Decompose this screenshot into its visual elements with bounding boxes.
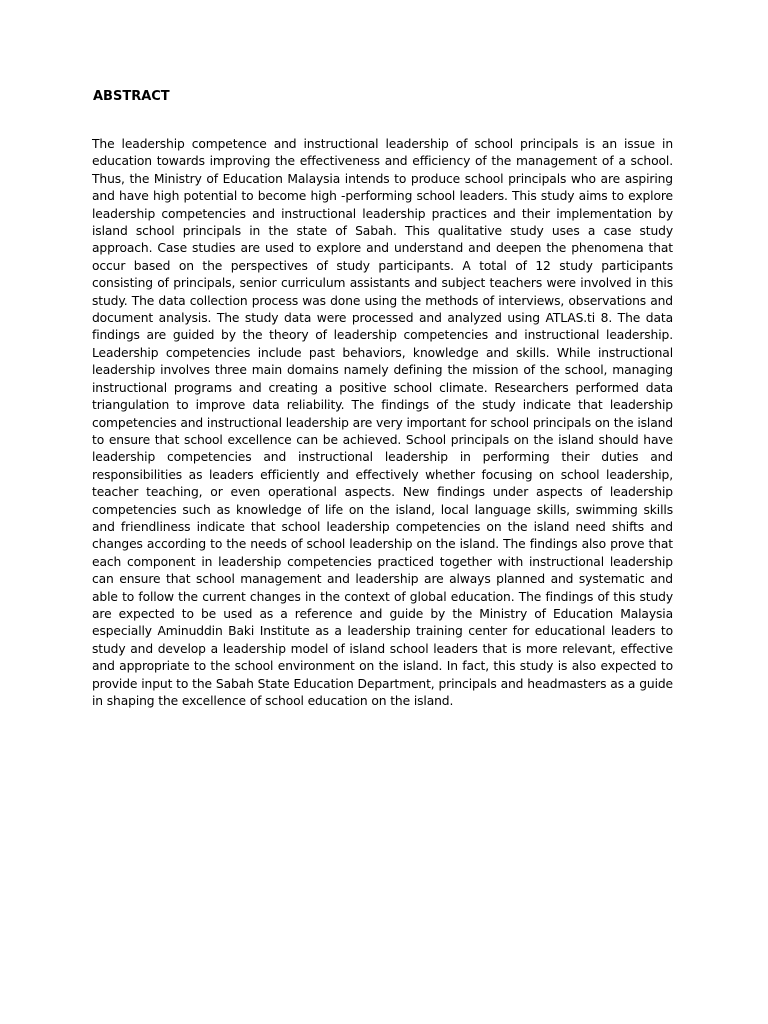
abstract-heading: ABSTRACT — [93, 89, 170, 104]
abstract-paragraph: The leadership competence and instructional leadership of school principals is an issue in education towards improving the effectiveness and efficiency of the management of a school. Thus, the Ministry of Education Malaysia intends to produce school principals who are aspiring and have high potential to become high -performing school leaders. This study aims to explore leadership competencies and instructional leadership practices and their implementation by island school principals in the state of Sabah. This qualitative study uses a case study approach. Case studies are used to explore and understand and deepen the phenomena that occur based on the perspectives of study participants. A total of 12 study participants consisting of principals, senior curriculum assistants and subject teachers were involved in this study. The data collection process was done using the methods of interviews, observations and document analysis. The study data were processed and analyzed using ATLAS.ti 8. The data findings are guided by the theory of leadership competencies and instructional leadership. Leadership competencies include past behaviors, knowledge and skills. While instructional leadership involves three main domains namely defining the mission of the school, managing instructional programs and creating a positive school climate. Researchers performed data triangulation to improve data reliability. The findings of the study indicate that leadership competencies and instructional leadership are very important for school principals on the island to ensure that school excellence can be achieved. School principals on the island should have leadership competencies and instructional leadership in performing their duties and responsibilities as leaders efficiently and effectively whether focusing on school leadership, teacher teaching, or even operational aspects. New findings under aspects of leadership competencies such as knowledge of life on the island, local language skills, swimming skills and friendliness indicate that school leadership competencies on the island need shifts and changes according to the needs of school leadership on the island. The findings also prove that each component in leadership competencies practiced together with instructional leadership can ensure that school management and leadership are always planned and systematic and able to follow the current changes in the context of global education. The findings of this study are expected to be used as a reference and guide by the Ministry of Education Malaysia especially Aminuddin Baki Institute as a leadership training center for educational leaders to study and develop a leadership model of island school leaders that is more relevant, effective and appropriate to the school environment on the island. In fact, this study is also expected to provide input to the Sabah State Education Department, principals and headmasters as a guide in shaping the excellence of school education on the island. — [92, 137, 673, 708]
